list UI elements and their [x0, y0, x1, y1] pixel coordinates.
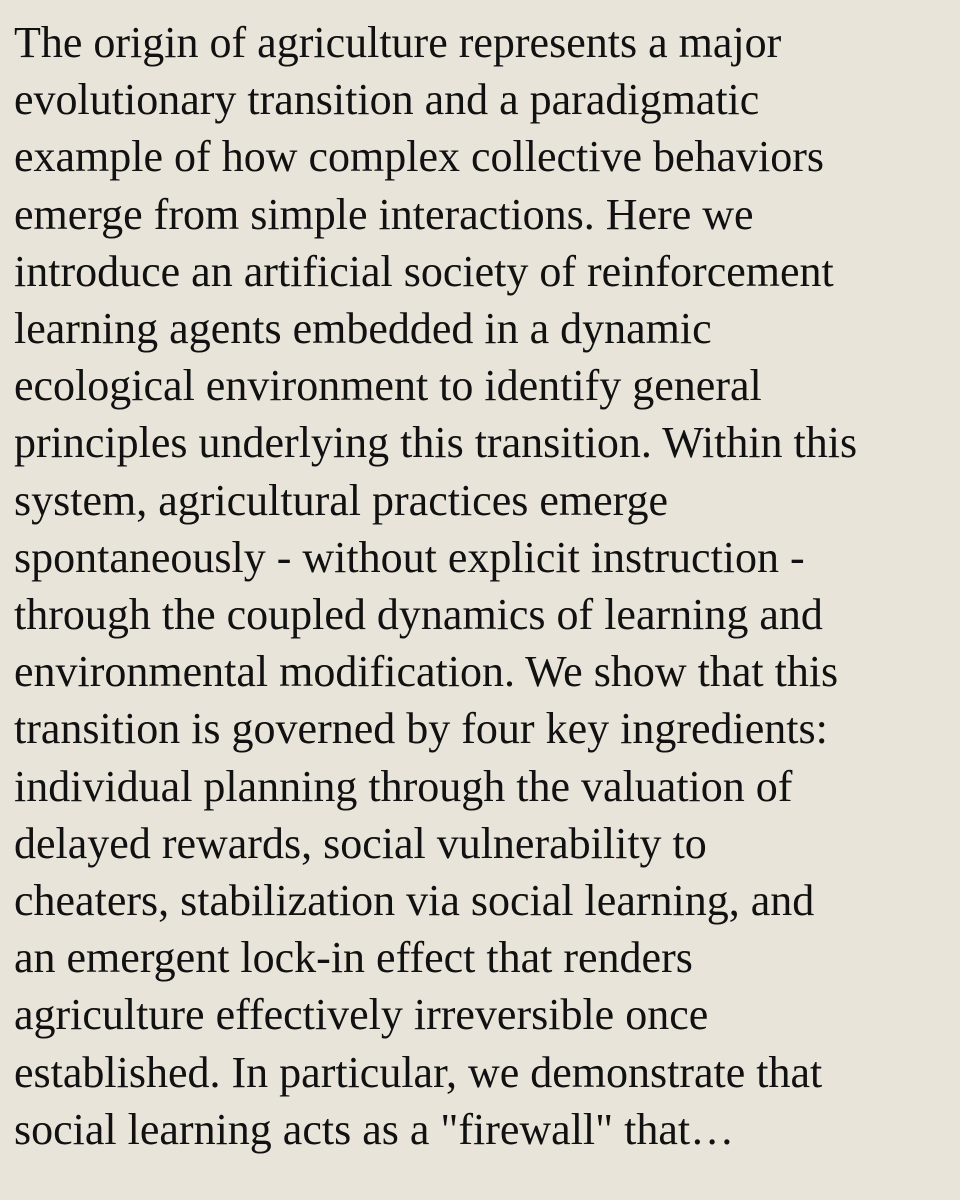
text-line: individual planning through the valuation of	[14, 761, 793, 811]
text-line: spontaneously - without explicit instruction -	[14, 532, 805, 582]
text-line: cheaters, stabilization via social learning, and	[14, 876, 815, 926]
text-line: system, agricultural practices emerge	[14, 475, 669, 525]
text-line: evolutionary transition and a paradigmatic	[14, 75, 760, 125]
text-line: social learning acts as a "firewall" that…	[14, 1104, 735, 1154]
text-line: transition is governed by four key ingredients:	[14, 704, 828, 754]
abstract-text	[14, 14, 950, 1158]
text-line: The origin of agriculture represents a major	[14, 18, 782, 67]
text-line: ecological environment to identify general	[14, 361, 762, 411]
text-line: established. In particular, we demonstrate that	[14, 1047, 823, 1097]
text-line: environmental modification. We show that this	[14, 647, 839, 697]
text-line: through the coupled dynamics of learning and	[14, 590, 823, 640]
text-line: an emergent lock-in effect that renders	[14, 933, 693, 983]
text-line: emerge from simple interactions. Here we	[14, 189, 754, 239]
text-line: principles underlying this transition. Within this	[14, 418, 858, 468]
text-line: learning agents embedded in a dynamic	[14, 304, 712, 354]
text-line: introduce an artificial society of reinforcement	[14, 246, 834, 296]
text-line: example of how complex collective behaviors	[14, 132, 825, 182]
text-line: delayed rewards, social vulnerability to	[14, 818, 707, 868]
text-line: agriculture effectively irreversible once	[14, 990, 709, 1040]
